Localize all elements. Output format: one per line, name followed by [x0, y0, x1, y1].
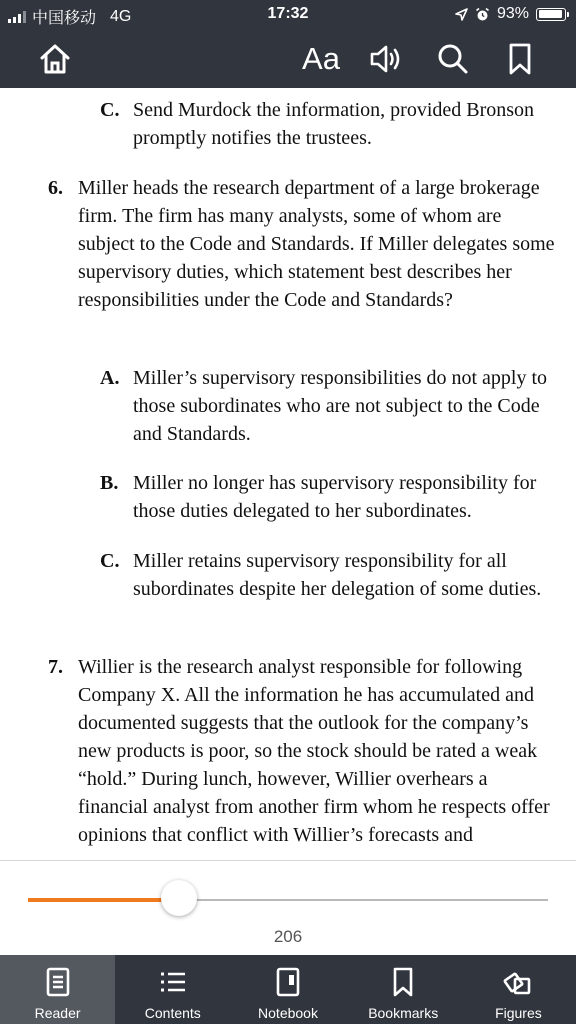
- question-6: [48, 174, 558, 314]
- question-6-option-c: [100, 547, 556, 603]
- tab-bookmarks[interactable]: [346, 955, 461, 1024]
- font-settings-button[interactable]: [298, 39, 344, 79]
- battery-icon: [536, 8, 566, 21]
- tab-label: Notebook: [258, 1005, 318, 1021]
- font-size-icon: Aa: [302, 41, 340, 76]
- read-aloud-button[interactable]: [366, 39, 406, 79]
- divider: [0, 860, 576, 861]
- alarm-clock-icon: [475, 7, 490, 22]
- search-icon: [436, 42, 470, 76]
- notebook-icon: [275, 967, 301, 997]
- tab-label: Contents: [144, 1005, 201, 1021]
- question-number: 7.: [48, 656, 63, 678]
- option-letter: C.: [100, 550, 120, 572]
- location-arrow-icon: [455, 8, 468, 21]
- contents-list-icon: [158, 967, 188, 997]
- reader-icon: [45, 967, 71, 997]
- slider-progress-fill: [28, 898, 179, 902]
- home-button[interactable]: [35, 39, 75, 79]
- question-6-option-b: [100, 469, 556, 525]
- figures-icon: [503, 967, 533, 997]
- status-time: 17:32: [267, 5, 309, 22]
- question-number: 6.: [48, 177, 63, 199]
- page-progress-slider[interactable]: [28, 878, 548, 922]
- slider-thumb[interactable]: [161, 880, 197, 916]
- question-text: Miller heads the research department of a large brokerage firm. The firm has many analysts, some of whom are subject to the Code and Standards. If Miller delegates some supervisory duties, which statement best describes her responsibilities under the Code and Standards?: [78, 177, 555, 311]
- network-type: 4G: [110, 7, 132, 25]
- battery-level-fill: [539, 10, 562, 18]
- reader-toolbar: [0, 30, 576, 88]
- tab-label: Bookmarks: [368, 1005, 439, 1021]
- bookmarks-icon: [391, 967, 415, 997]
- status-bar: [0, 0, 576, 30]
- tab-reader[interactable]: [0, 955, 115, 1024]
- book-page-content[interactable]: [0, 88, 576, 860]
- home-icon: [38, 42, 72, 76]
- bottom-tab-bar: [0, 955, 576, 1024]
- tab-label: Figures: [495, 1005, 542, 1021]
- question-7: [48, 653, 558, 849]
- tab-figures[interactable]: [461, 955, 576, 1024]
- tab-notebook[interactable]: [230, 955, 345, 1024]
- option-letter: A.: [100, 367, 120, 389]
- question-text: Willier is the research analyst responsible for following Company X. All the information he has accumulated and documented suggests that the outlook for the company’s new products is poor, so the stock should be rated a weak “hold.” During lunch, however, Willier overhears a financial analyst from another firm whom he respects offer opinions that conflict with Willier’s forecasts and: [78, 656, 550, 846]
- battery-percent: 93%: [496, 5, 529, 22]
- tab-label: Reader: [34, 1005, 81, 1021]
- option-letter: C.: [100, 99, 120, 121]
- search-button[interactable]: [433, 39, 473, 79]
- status-right: [455, 5, 566, 23]
- bookmark-button[interactable]: [500, 39, 540, 79]
- page-number: 206: [273, 927, 303, 946]
- option-letter: B.: [100, 472, 119, 494]
- carrier-name: 中国移动: [32, 10, 97, 27]
- speaker-icon: [368, 42, 404, 76]
- option-text: Miller’s supervisory responsibilities do not apply to those subordinates who are not subject to the Code and Standards.: [133, 367, 548, 445]
- option-text: Miller no longer has supervisory responsibility for those duties delegated to her subordinates.: [133, 472, 537, 522]
- bookmark-icon: [505, 42, 535, 76]
- option-text: Send Murdock the information, provided Bronson promptly notifies the trustees.: [133, 99, 535, 149]
- previous-option-c: [100, 96, 556, 152]
- tab-contents[interactable]: [115, 955, 230, 1024]
- option-text: Miller retains supervisory responsibility for all subordinates despite her delegation of some duties.: [133, 550, 542, 600]
- question-6-option-a: [100, 364, 556, 448]
